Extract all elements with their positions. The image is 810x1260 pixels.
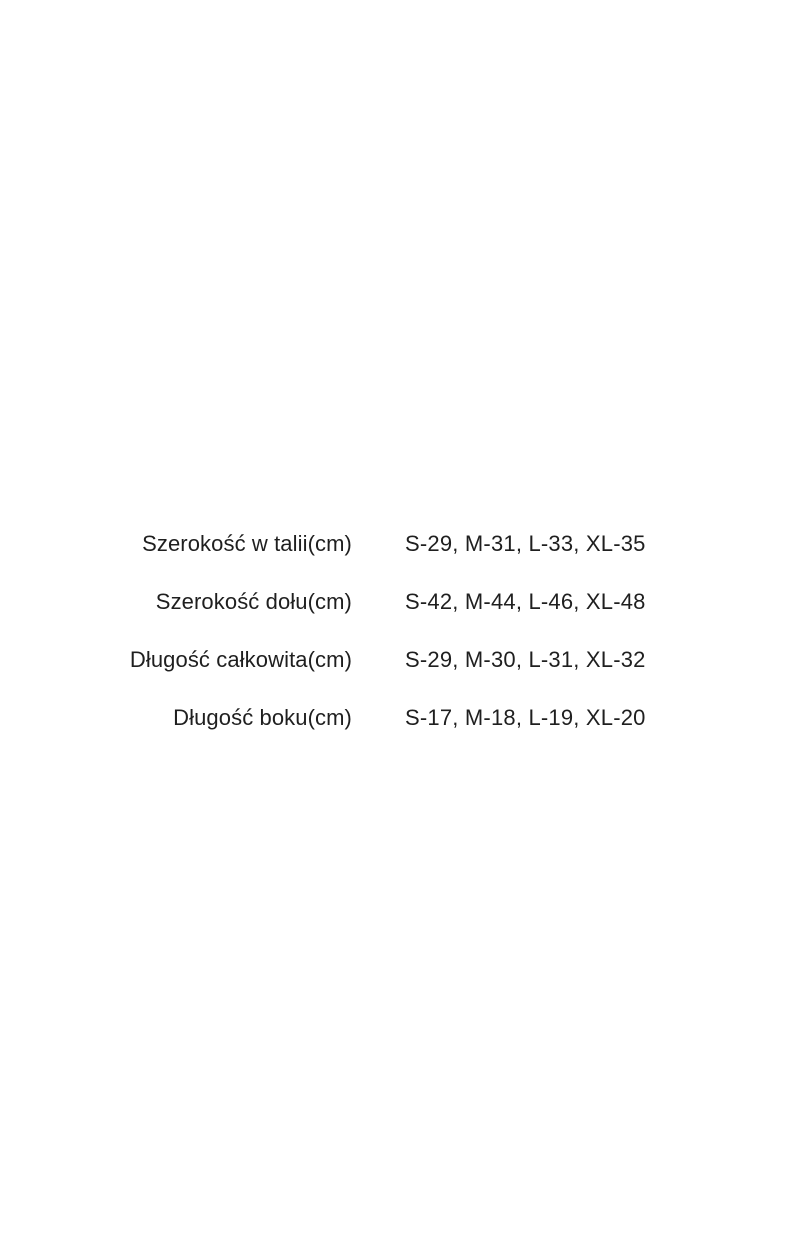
size-row-values: S-29, M-30, L-31, XL-32 <box>405 647 646 672</box>
size-row-values: S-42, M-44, L-46, XL-48 <box>405 589 646 614</box>
size-row-waist-width <box>0 526 810 584</box>
size-row-label: Długość boku(cm) <box>173 705 352 730</box>
size-row-hem-width <box>0 584 810 642</box>
size-row-label: Szerokość w talii(cm) <box>142 531 352 556</box>
size-row-values: S-29, M-31, L-33, XL-35 <box>405 531 646 556</box>
size-row-values: S-17, M-18, L-19, XL-20 <box>405 705 646 730</box>
size-chart-table <box>0 526 810 758</box>
size-row-label: Długość całkowita(cm) <box>129 647 352 672</box>
size-row-total-length <box>0 642 810 700</box>
size-row-label: Szerokość dołu(cm) <box>155 589 352 614</box>
size-row-side-length <box>0 700 810 758</box>
